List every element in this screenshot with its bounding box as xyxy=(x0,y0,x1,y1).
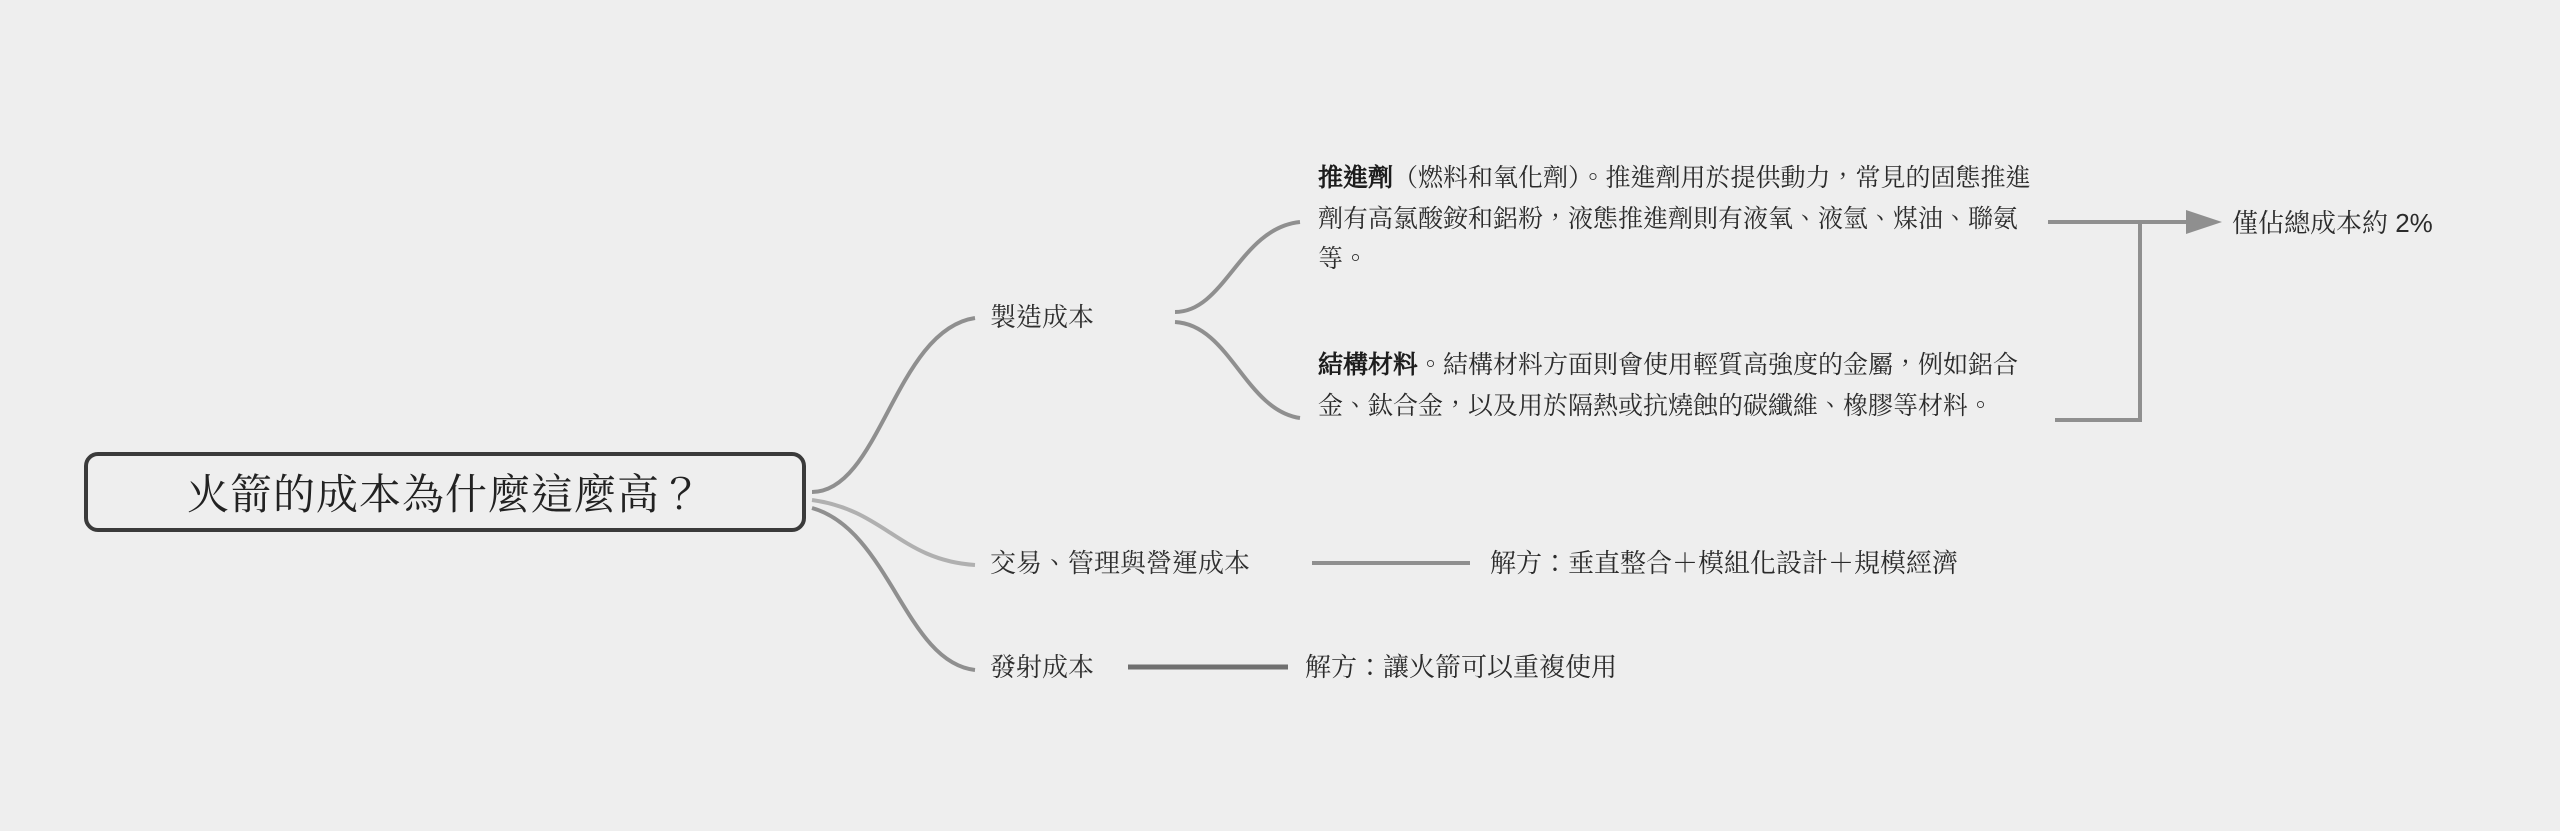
edge-root-launch xyxy=(812,508,975,670)
root-label: 火箭的成本為什麼這麼高？ xyxy=(186,471,703,518)
leaf-transaction-solution[interactable] xyxy=(1490,548,1958,579)
branch-transaction-label: 交易、管理與營運成本 xyxy=(990,548,1251,578)
edge-manufacturing-propellant xyxy=(1175,222,1300,312)
leaf-launch-solution-label: 解方：讓火箭可以重複使用 xyxy=(1305,652,1618,682)
branch-launch[interactable] xyxy=(990,652,1094,683)
edge-root-manufacturing xyxy=(812,318,975,492)
root-node[interactable] xyxy=(84,452,806,532)
leaf-transaction-solution-label: 解方：垂直整合＋模組化設計＋規模經濟 xyxy=(1490,548,1959,578)
leaf-propellant-text: （燃料和氧化劑）。推進劑用於提供動力，常見的固態推進劑有高氯酸銨和鋁粉，液態推進劑則有液氧、液氫、煤油、聯氨等。 xyxy=(1318,164,2031,273)
leaf-cost-share-label: 僅佔總成本約 2% xyxy=(2232,208,2433,238)
leaf-launch-solution[interactable] xyxy=(1305,652,1617,683)
branch-manufacturing-label: 製造成本 xyxy=(990,302,1095,332)
edge-merge-bracket xyxy=(2048,222,2140,420)
branch-transaction[interactable] xyxy=(990,548,1250,579)
leaf-structure[interactable] xyxy=(1318,345,2040,426)
leaf-propellant[interactable] xyxy=(1318,158,2040,280)
branch-manufacturing[interactable] xyxy=(990,302,1094,333)
arrowhead-icon xyxy=(2186,210,2222,234)
leaf-propellant-lead: 推進劑 xyxy=(1318,164,1394,192)
leaf-cost-share-note[interactable] xyxy=(2232,208,2433,239)
edge-manufacturing-structure xyxy=(1175,322,1300,418)
branch-launch-label: 發射成本 xyxy=(990,652,1095,682)
edge-root-transaction xyxy=(812,500,975,565)
leaf-structure-lead: 結構材料 xyxy=(1318,351,1419,379)
leaf-structure-text: 。結構材料方面則會使用輕質高強度的金屬，例如鋁合金、鈦合金，以及用於隔熱或抗燒蝕的碳纖維、橡膠等材料。 xyxy=(1318,351,2019,420)
